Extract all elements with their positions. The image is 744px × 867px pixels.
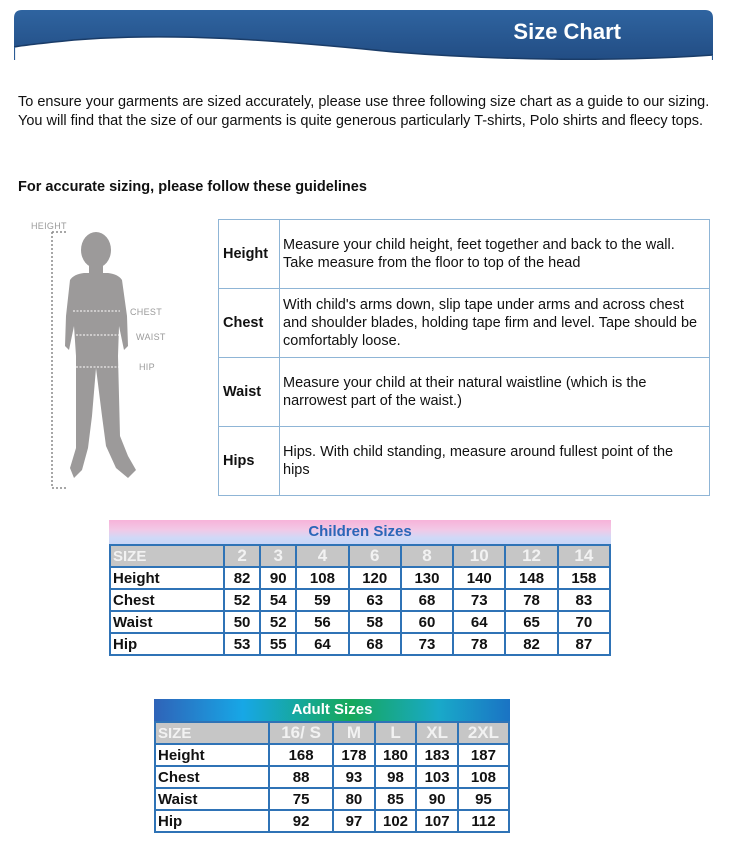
- measurement-value: 187: [458, 744, 509, 766]
- measurement-value: 90: [260, 567, 296, 589]
- measurement-value: 73: [401, 633, 453, 655]
- size-column-header: XL: [416, 722, 458, 744]
- guideline-label: Hips: [219, 427, 280, 496]
- measurement-value: 92: [269, 810, 333, 832]
- measurement-value: 103: [416, 766, 458, 788]
- size-column-header: 10: [453, 545, 505, 567]
- measurement-value: 90: [416, 788, 458, 810]
- measurement-value: 108: [458, 766, 509, 788]
- size-column-header: 12: [505, 545, 557, 567]
- size-column-header: 2XL: [458, 722, 509, 744]
- table-row: [155, 788, 509, 810]
- guideline-description: Measure your child at their natural waistline (which is the narrowest part of the waist.): [280, 358, 710, 427]
- measurement-value: 68: [349, 633, 401, 655]
- measurement-label: Chest: [110, 589, 224, 611]
- child-measurement-figure: [24, 216, 204, 496]
- measurement-value: 120: [349, 567, 401, 589]
- guideline-row: [219, 289, 710, 358]
- measurement-label: Height: [155, 744, 269, 766]
- guideline-description: Measure your child height, feet together and back to the wall. Take measure from the floor to top of the head: [280, 220, 710, 289]
- size-header-label: SIZE: [155, 722, 269, 744]
- size-header-label: SIZE: [110, 545, 224, 567]
- measurement-value: 168: [269, 744, 333, 766]
- table-row: [155, 744, 509, 766]
- children-sizes-table: [109, 544, 611, 656]
- measurement-label: Chest: [155, 766, 269, 788]
- table-row: [110, 611, 610, 633]
- table-row: [155, 766, 509, 788]
- measurement-value: 64: [296, 633, 348, 655]
- measurement-value: 68: [401, 589, 453, 611]
- size-column-header: 3: [260, 545, 296, 567]
- table-row: [110, 567, 610, 589]
- size-chart-banner: [14, 10, 713, 60]
- measurement-value: 78: [453, 633, 505, 655]
- measurement-value: 52: [224, 589, 260, 611]
- measurement-value: 178: [333, 744, 375, 766]
- measurement-value: 59: [296, 589, 348, 611]
- measurement-value: 58: [349, 611, 401, 633]
- size-column-header: 4: [296, 545, 348, 567]
- measurement-value: 50: [224, 611, 260, 633]
- guideline-description: With child's arms down, slip tape under arms and across chest and shoulder blades, holding tape firm and level. Tape should be comfortably loose.: [280, 289, 710, 358]
- measurement-value: 82: [224, 567, 260, 589]
- measurement-value: 140: [453, 567, 505, 589]
- measurement-value: 53: [224, 633, 260, 655]
- measurement-value: 180: [375, 744, 417, 766]
- measurement-value: 95: [458, 788, 509, 810]
- measurement-value: 78: [505, 589, 557, 611]
- measurement-value: 148: [505, 567, 557, 589]
- size-column-header: M: [333, 722, 375, 744]
- intro-text: To ensure your garments are sized accurately, please use three following size chart as a guide to our sizing. You will find that the size of our garments is quite generous particularly T-shirts, Polo shirts and fleecy tops.: [18, 94, 710, 129]
- guideline-row: [219, 220, 710, 289]
- measurement-value: 52: [260, 611, 296, 633]
- size-column-header: 14: [558, 545, 610, 567]
- measurement-value: 87: [558, 633, 610, 655]
- measurement-value: 108: [296, 567, 348, 589]
- measurement-label: Height: [110, 567, 224, 589]
- size-header-row: [155, 722, 509, 744]
- measurement-value: 88: [269, 766, 333, 788]
- measurement-value: 102: [375, 810, 417, 832]
- measurement-value: 70: [558, 611, 610, 633]
- measurement-value: 85: [375, 788, 417, 810]
- hip-label: HIP: [139, 362, 155, 372]
- table-row: [110, 589, 610, 611]
- guideline-label: Height: [219, 220, 280, 289]
- size-column-header: 16/ S: [269, 722, 333, 744]
- height-label: HEIGHT: [31, 221, 67, 231]
- guideline-row: [219, 358, 710, 427]
- size-column-header: 6: [349, 545, 401, 567]
- guideline-label: Waist: [219, 358, 280, 427]
- adult-sizes-title: Adult Sizes: [154, 699, 510, 721]
- measurement-value: 183: [416, 744, 458, 766]
- table-row: [155, 810, 509, 832]
- measurement-value: 56: [296, 611, 348, 633]
- size-column-header: L: [375, 722, 417, 744]
- measurement-value: 80: [333, 788, 375, 810]
- guideline-row: [219, 427, 710, 496]
- waist-label: WAIST: [136, 332, 166, 342]
- measurement-value: 75: [269, 788, 333, 810]
- measurement-value: 64: [453, 611, 505, 633]
- measurement-value: 130: [401, 567, 453, 589]
- measurement-value: 54: [260, 589, 296, 611]
- measurement-value: 82: [505, 633, 557, 655]
- measurement-value: 93: [333, 766, 375, 788]
- children-sizes-title: Children Sizes: [109, 520, 611, 544]
- table-row: [110, 633, 610, 655]
- measurement-label: Waist: [110, 611, 224, 633]
- guidelines-heading: For accurate sizing, please follow these guidelines: [18, 179, 367, 195]
- measurement-value: 97: [333, 810, 375, 832]
- measurement-value: 63: [349, 589, 401, 611]
- measurement-value: 73: [453, 589, 505, 611]
- measurement-value: 55: [260, 633, 296, 655]
- guidelines-table: [218, 219, 710, 496]
- size-column-header: 8: [401, 545, 453, 567]
- chest-label: CHEST: [130, 307, 163, 317]
- guideline-label: Chest: [219, 289, 280, 358]
- guideline-description: Hips. With child standing, measure around fullest point of the hips: [280, 427, 710, 496]
- measurement-value: 158: [558, 567, 610, 589]
- measurement-value: 60: [401, 611, 453, 633]
- measurement-value: 112: [458, 810, 509, 832]
- measurement-value: 83: [558, 589, 610, 611]
- child-silhouette-icon: [24, 216, 204, 496]
- measurement-label: Hip: [155, 810, 269, 832]
- page-title: Size Chart: [513, 19, 621, 44]
- size-column-header: 2: [224, 545, 260, 567]
- size-header-row: [110, 545, 610, 567]
- adult-sizes-table: [154, 721, 510, 833]
- measurement-value: 65: [505, 611, 557, 633]
- measurement-label: Waist: [155, 788, 269, 810]
- measurement-value: 98: [375, 766, 417, 788]
- measurement-label: Hip: [110, 633, 224, 655]
- measurement-value: 107: [416, 810, 458, 832]
